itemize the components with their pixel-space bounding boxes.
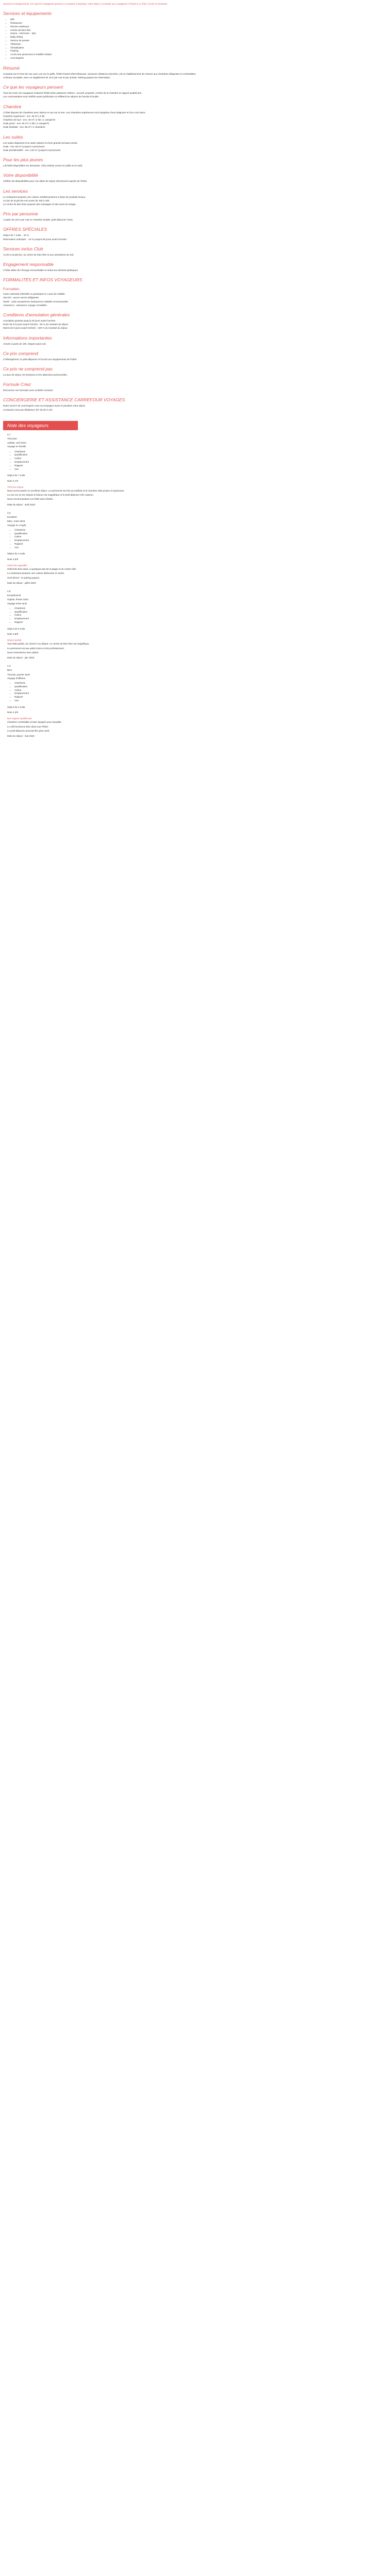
review-stay-length: Séjour de 7 nuits	[7, 474, 25, 477]
ceprix-title: Ce prix comprend	[3, 350, 38, 356]
formalites-title: FORMALITÉS ET INFOS VOYAGEURS	[3, 277, 83, 283]
text-line: Annulation gratuite jusqu'à 30 jours avant l'arrivée.	[3, 319, 56, 323]
text-line: Les suites disposent d'un salon séparé et d'une grande terrasse privée.	[3, 141, 78, 144]
infos-block	[3, 343, 388, 346]
review-stay-length: Séjour de 2 nuits	[7, 705, 25, 708]
offres-title: OFFRES SPÉCIALES	[3, 227, 47, 232]
jeunes-block	[3, 164, 388, 167]
engage-block	[3, 269, 388, 272]
review-headline: Exceptionnel	[7, 594, 21, 597]
review-criterion: • Rapport	[14, 543, 385, 546]
review-score: 4,5	[7, 511, 11, 514]
prix-block	[3, 218, 388, 222]
review-card	[7, 433, 385, 506]
reviews-section-title: Ce que les voyageurs pensent	[3, 84, 63, 90]
review-title: Bon rapport qualité-prix	[7, 717, 32, 720]
review-date: Date du séjour : août 2023	[7, 503, 36, 506]
text-line: L'hôtel dispose de chambres avec balcon et vue sur la mer. Les chambres supérieures sont équipées d'une baignoire et d'un coin salon.	[3, 111, 146, 114]
chambres-block	[3, 111, 388, 129]
service-item: • Piscine extérieure	[10, 25, 388, 29]
review-text: Nous reviendrons avec plaisir.	[7, 651, 39, 654]
service-item: • Service de presse	[10, 39, 388, 43]
text-line: La taxe de séjour, les boissons et les dépenses personnelles.	[3, 374, 68, 377]
review-criterion: • Vue	[14, 468, 385, 471]
formule-title: Formule Criez	[3, 382, 31, 387]
review-criterion: • Calme	[14, 614, 385, 617]
text-line: Séjour de 7 nuits : -10 %	[3, 234, 29, 237]
text-line: Arrivée à partir de 15h. Départ avant 11h.	[3, 342, 47, 345]
text-line: Le bar de la piscine est ouvert de 10h à 19h.	[3, 199, 50, 202]
resume-title: Résumé	[3, 65, 20, 71]
review-score: 4,8	[7, 589, 11, 592]
text-line: Animaux acceptés, avec un supplément de 15 € par nuit et par animal. Parking payant sur réservation.	[3, 76, 111, 79]
review-text: Le personnel est aux petits soins et très professionnel.	[7, 647, 64, 650]
review-title: Très bon séjour	[7, 485, 24, 488]
review-card	[7, 590, 385, 659]
review-criterion: • Chambres	[14, 450, 385, 454]
text-line: Découvrez nos formules avec activités incluses.	[3, 389, 54, 392]
ceprixne-title: Ce prix ne comprend pas	[3, 366, 53, 372]
review-criterion: • Calme	[14, 535, 385, 539]
formule-block	[3, 389, 388, 392]
service-item: • Restaurant	[10, 22, 388, 25]
ceprixne-block	[3, 374, 388, 377]
review-text: Le petit-déjeuner pourrait être plus varié.	[7, 729, 50, 732]
review-criterion: • Rapport	[14, 621, 385, 624]
review-criterion: • Chambres	[14, 529, 385, 532]
review-rating: Note 4,7/5	[7, 479, 19, 482]
service-item: • Sauna · Hammam · Spa	[10, 32, 388, 36]
servinclus-title: Services inclus Club	[3, 246, 43, 251]
review-title: Hôtel très agréable	[7, 564, 27, 567]
text-line: À partir de 120 € par nuit en chambre double, petit-déjeuner inclus.	[3, 218, 74, 222]
review-author: Marc, mars 2024	[7, 520, 25, 523]
review-criteria-list	[7, 529, 385, 550]
resume-block	[3, 73, 388, 79]
review-text: Seul bémol : le parking payant.	[7, 576, 40, 579]
text-line: Construit sur le front de mer avec vue sur le golfe, l'hôtel Grand Hôtel Miramare, ancienne résidence princière, est un établissement de charme aux chambres élégantes et confortables.	[3, 72, 197, 75]
text-line: Lits bébé disponibles sur demande. Club enfants ouvert en juillet et en août.	[3, 164, 83, 167]
jeunes-title: Pour les plus jeunes	[3, 157, 43, 163]
text-line: Contactez-nous par téléphone 7j/7 de 9h à 21h.	[3, 408, 54, 411]
conditions-title: Conditions d'annulation générales	[3, 312, 70, 318]
review-criterion: • Emplacement	[14, 539, 385, 543]
intro-line[interactable]: Services et équipements | Ce que les voyageurs pensent | La Marina Camping | Votre séjour | Conseils aux voyageurs | Photos | Le Gîte | Accès et transport	[3, 3, 168, 5]
review-date: Date du séjour : juin 2023	[7, 656, 35, 659]
text-line: Vaccins : aucun vaccin obligatoire.	[3, 296, 40, 299]
text-line: Entre 30 et 8 jours avant l'arrivée : 50 % du montant du séjour.	[3, 323, 69, 326]
review-text: La vue sur la mer depuis le balcon est magnifique et le petit-déjeuner très copieux.	[7, 494, 94, 497]
text-line: Chambre de luxe : env. 40 m² | 2 lits | 1 canapé-lit	[3, 118, 55, 121]
review-date: Date du séjour : juillet 2023	[7, 581, 36, 584]
infos-title: Informations importantes	[3, 335, 52, 341]
main-content	[0, 0, 391, 738]
prix-title: Prix par personne	[3, 211, 38, 217]
conciergerie-title: CONCIERGERIE ET ASSISTANCE CARREFOUR VOYAGES	[3, 397, 125, 403]
servinclus-block	[3, 253, 388, 257]
review-text: Chambre confortable et bien équipée pour travailler.	[7, 721, 62, 724]
text-line: Tous les mois, les voyageurs évaluent l'hôtel selon plusieurs critères : accueil, propreté, confort de la chambre et rapport qualité-prix.	[3, 92, 142, 95]
review-text: Le restaurant propose une cuisine délicieuse et variée.	[7, 572, 65, 575]
review-stay-length: Séjour de 4 nuits	[7, 552, 25, 555]
review-text: Le wifi fonctionne bien dans tout l'hôtel.	[7, 725, 49, 728]
review-criterion: • Vue	[14, 546, 385, 550]
review-stay-length: Séjour de 5 nuits	[7, 627, 25, 630]
review-criterion: • Calme	[14, 689, 385, 692]
review-text: Tout était parfait, du check-in au départ. Le centre de bien-être est magnifique.	[7, 642, 90, 646]
review-criterion: • Chambres	[14, 607, 385, 611]
review-title: Séjour parfait	[7, 639, 22, 642]
review-criteria-list	[7, 450, 385, 471]
review-trip-type: Voyage en famille	[7, 445, 26, 448]
review-author: Sophie, février 2024	[7, 598, 29, 601]
review-trip-type: Voyage entre amis	[7, 602, 27, 605]
chambres-title: Chambre	[3, 104, 22, 109]
offres-block	[3, 234, 388, 241]
review-headline: Bien	[7, 669, 12, 672]
review-score: 4,3	[7, 665, 11, 668]
review-trip-type: Voyage d'affaires	[7, 676, 26, 680]
text-line: Accès à la piscine, au centre de bien-être et aux animations du soir.	[3, 253, 74, 256]
reviews-section-block	[3, 92, 388, 98]
suites-title: Les suites	[3, 134, 23, 140]
review-rating: Note 4,3/5	[7, 710, 19, 714]
text-line: Chambre supérieure : env. 30 m² | 2 lits	[3, 114, 45, 117]
review-author: Juliette, avril 2024	[7, 442, 27, 445]
service-item: • Climatisation	[10, 46, 388, 50]
service-item: • Wifi	[10, 18, 388, 22]
review-rating: Note 4,8/5	[7, 632, 19, 635]
conditions-block	[3, 319, 388, 330]
review-criterion: • Qualification	[14, 611, 385, 614]
review-criteria-list	[7, 607, 385, 624]
service-item: • Centre de bien-être	[10, 29, 388, 32]
review-headline: Très bien	[7, 437, 17, 440]
review-criterion: • Rapport	[14, 464, 385, 468]
service-item: • Accès aux personnes à mobilité réduite	[10, 53, 388, 57]
text-line: Notre service de conciergerie vous accompagne avant et pendant votre séjour.	[3, 404, 86, 408]
text-line: Moins de 8 jours avant l'arrivée : 100 % du montant du séjour.	[3, 327, 68, 330]
text-line: L'hébergement, le petit-déjeuner et l'accès aux équipements de l'hôtel.	[3, 358, 77, 361]
review-card	[7, 512, 385, 585]
review-criterion: • Emplacement	[14, 617, 385, 621]
dispo-title: Votre disponibilité	[3, 173, 38, 178]
text-line: Vérifiez les disponibilités pour vos dates de séjour directement auprès de l'hôtel.	[3, 180, 88, 183]
service-item: • Conciergerie	[10, 57, 388, 60]
conciergerie-block	[3, 404, 388, 411]
review-criteria-list	[7, 682, 385, 703]
review-criterion: • Emplacement	[14, 461, 385, 464]
text-line: Les commentaires sont vérifiés avant publication et reflètent les séjours de l'année écoulée.	[3, 95, 100, 98]
formalites-block	[3, 293, 388, 307]
services2-block	[3, 196, 388, 207]
notes-list	[3, 430, 388, 738]
review-author: Thomas, janvier 2024	[7, 673, 30, 676]
review-text: Nous recommandons cet hôtel sans hésiter.	[7, 498, 54, 501]
text-line: Réservation anticipée : -15 % jusqu'à 60 jours avant l'arrivée	[3, 238, 67, 241]
review-criterion: • Emplacement	[14, 692, 385, 696]
services-title: Services et équipements	[3, 11, 52, 16]
text-line: Suite : env. 80 m² | jusqu'à 4 personnes	[3, 145, 45, 148]
text-line: Le centre de bien-être propose des massages et des soins du visage.	[3, 203, 76, 206]
review-criterion: • Qualification	[14, 685, 385, 689]
review-rating: Note 4,5/5	[7, 557, 19, 561]
service-item: • Baby-sitting	[10, 36, 388, 39]
review-date: Date du séjour : mai 2023	[7, 734, 35, 737]
text-line: Le restaurant propose une cuisine méditerranéenne à base de produits locaux.	[3, 195, 86, 198]
review-criterion: • Vue	[14, 699, 385, 703]
review-criterion: • Qualification	[14, 532, 385, 536]
review-criterion: • Qualification	[14, 453, 385, 457]
review-text: Hôtel très bien situé, à quelques pas de la plage et du centre-ville.	[7, 568, 77, 571]
review-criterion: • Chambres	[14, 682, 385, 685]
notes-header: Note des voyageurs	[3, 421, 78, 430]
formalites-subtitle: Formalités	[3, 287, 20, 292]
ceprix-block	[3, 358, 388, 361]
review-headline: Excellent	[7, 516, 17, 519]
text-line: Suite présidentielle : env. 120 m² | jusqu'à 6 personnes	[3, 149, 61, 151]
review-trip-type: Voyage en couple	[7, 523, 26, 527]
text-line: Suite junior : env. 55 m² | 2 lits | 1 canapé-lit	[3, 122, 49, 125]
text-line: Santé : carte européenne d'assurance maladie recommandée.	[3, 300, 69, 303]
text-line: Carte nationale d'identité ou passeport en cours de validité.	[3, 293, 66, 296]
review-criterion: • Calme	[14, 457, 385, 461]
service-item: • Télévision	[10, 43, 388, 46]
service-item: • Parking	[10, 49, 388, 53]
review-criterion: • Rapport	[14, 696, 385, 699]
text-line: Suite familiale : env. 65 m² | 2 chambres	[3, 126, 45, 129]
review-text: Nous avons passé un excellent séjour. Le personnel est très accueillant et la chambre était propre et spacieuse.	[7, 489, 125, 493]
dispo-block	[3, 180, 388, 183]
services2-title: Les services	[3, 188, 28, 194]
suites-block	[3, 142, 388, 152]
text-line: L'hôtel utilise de l'énergie renouvelable et réduit ses déchets plastiques.	[3, 269, 78, 272]
hotel-page	[0, 0, 391, 743]
services-list	[3, 18, 388, 60]
review-card	[7, 665, 385, 738]
engage-title: Engagement responsable	[3, 262, 54, 267]
text-line: Assurance : assurance voyage conseillée.	[3, 303, 47, 307]
review-score: 4,7	[7, 433, 11, 436]
